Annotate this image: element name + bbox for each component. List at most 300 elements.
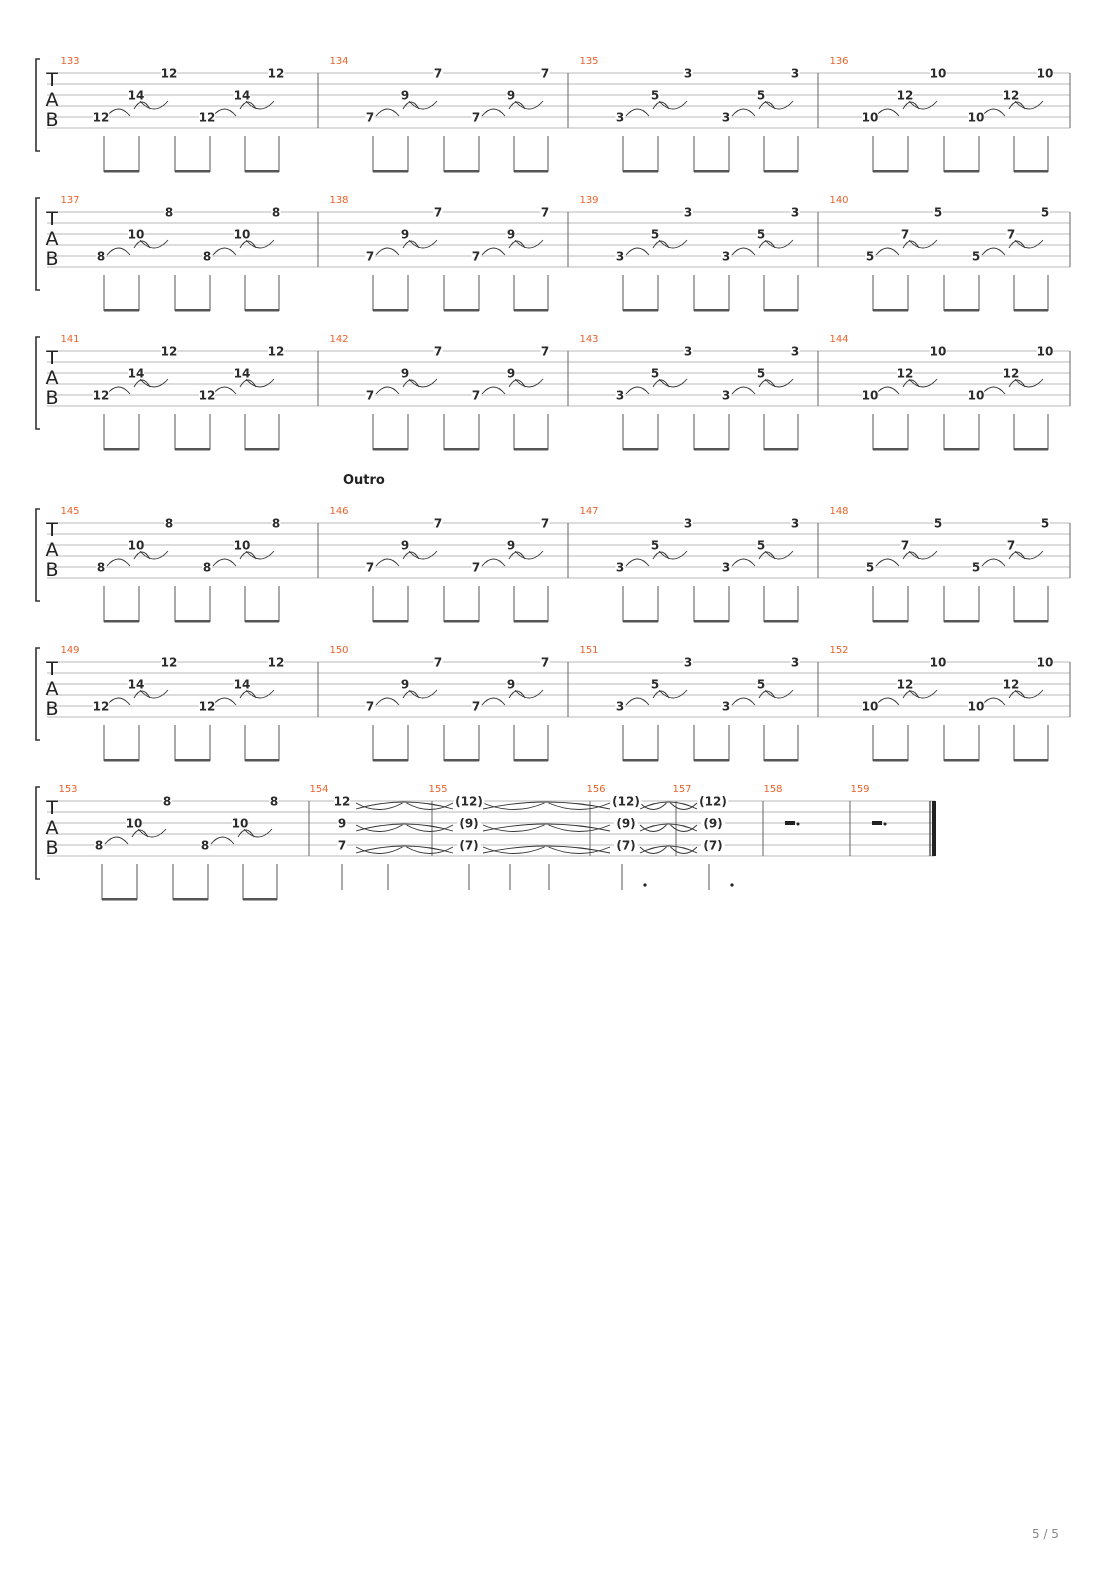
fret-number: 5	[971, 249, 981, 264]
fret-number: 7	[433, 516, 443, 531]
fret-number: 3	[683, 344, 693, 359]
fret-number: 10	[967, 699, 985, 714]
note-beam	[175, 170, 210, 173]
fret-number: (9)	[703, 816, 723, 831]
fret-number: 9	[400, 538, 410, 553]
fret-number: 7	[433, 344, 443, 359]
slur	[376, 559, 399, 566]
note-beam	[1014, 309, 1048, 312]
tab-clef-letter: B	[45, 698, 59, 720]
note-beam	[944, 620, 979, 623]
slur	[376, 109, 399, 116]
measure-number: 157	[672, 784, 692, 795]
fret-number: 3	[790, 655, 800, 670]
section-label-outro: Outro	[343, 473, 385, 488]
fret-number: 3	[721, 560, 731, 575]
fret-number: 3	[683, 655, 693, 670]
fret-number: 3	[615, 249, 625, 264]
fret-number: 3	[790, 516, 800, 531]
note-beam	[373, 759, 408, 762]
tab-clef-letter: T	[46, 69, 58, 91]
slur	[105, 837, 128, 844]
fret-number: 12	[267, 344, 285, 359]
fret-number: 9	[400, 88, 410, 103]
slur	[482, 698, 505, 705]
measure-number: 133	[60, 56, 80, 67]
note-beam	[444, 759, 479, 762]
fret-number: 10	[125, 816, 143, 831]
measure-number: 152	[829, 645, 849, 656]
tab-clef-letter: T	[46, 519, 58, 541]
measure-number: 139	[579, 195, 599, 206]
note-beam	[764, 448, 798, 451]
fret-number: (7)	[459, 838, 479, 853]
fret-number: 8	[164, 516, 174, 531]
fret-number: 12	[160, 66, 178, 81]
fret-number: 10	[967, 110, 985, 125]
fret-number: 12	[198, 110, 216, 125]
note-beam	[514, 448, 548, 451]
fret-number: (12)	[699, 794, 727, 809]
note-beam	[245, 759, 279, 762]
slur	[107, 248, 130, 255]
fret-number: 3	[683, 66, 693, 81]
system-bracket	[36, 59, 40, 151]
note-beam	[514, 309, 548, 312]
slur	[376, 698, 399, 705]
measure-number: 156	[586, 784, 606, 795]
slur	[876, 248, 899, 255]
fret-number: 7	[540, 655, 550, 670]
fret-number: 9	[400, 366, 410, 381]
system-bracket	[36, 198, 40, 290]
note-beam	[245, 448, 279, 451]
slur	[732, 698, 755, 705]
measure-number: 158	[763, 784, 783, 795]
note-beam	[694, 170, 729, 173]
note-beam	[1014, 620, 1048, 623]
fret-number: 10	[861, 388, 879, 403]
fret-number: 9	[506, 677, 516, 692]
note-beam	[1014, 170, 1048, 173]
tab-clef-letter: A	[45, 817, 59, 839]
note-beam	[873, 309, 908, 312]
fret-number: (7)	[703, 838, 723, 853]
note-beam	[514, 170, 548, 173]
slur	[732, 109, 755, 116]
final-barline-thick	[932, 801, 936, 856]
fret-number: 5	[650, 677, 660, 692]
measure-number: 153	[58, 784, 78, 795]
note-beam	[944, 309, 979, 312]
fret-number: 7	[433, 205, 443, 220]
note-beam	[373, 620, 408, 623]
fret-number: 3	[615, 699, 625, 714]
fret-number: 10	[861, 699, 879, 714]
fret-number: 10	[1036, 655, 1054, 670]
fret-number: 5	[650, 227, 660, 242]
fret-number: 7	[540, 205, 550, 220]
tie	[356, 824, 453, 831]
fret-number: 10	[233, 538, 251, 553]
note-beam	[764, 759, 798, 762]
slur	[732, 559, 755, 566]
tab-system	[36, 56, 1070, 173]
fret-number: 8	[202, 249, 212, 264]
fret-number: 3	[615, 388, 625, 403]
fret-number: 5	[756, 366, 766, 381]
fret-number: 12	[896, 677, 914, 692]
measure-number: 138	[329, 195, 349, 206]
fret-number: 3	[721, 110, 731, 125]
system-bracket	[36, 787, 40, 879]
rest-dot	[884, 823, 887, 826]
note-beam	[623, 170, 658, 173]
slur	[982, 109, 1005, 116]
system-bracket	[36, 337, 40, 429]
fret-number: 9	[337, 816, 347, 831]
tab-clef-letter: T	[46, 797, 58, 819]
slur	[376, 387, 399, 394]
fret-number: 12	[160, 655, 178, 670]
fret-number: 5	[756, 538, 766, 553]
measure-number: 136	[829, 56, 849, 67]
tab-clef-letter: A	[45, 367, 59, 389]
note-beam	[175, 309, 210, 312]
slur	[482, 387, 505, 394]
fret-number: 5	[971, 560, 981, 575]
measure-number: 143	[579, 334, 599, 345]
fret-number: 12	[198, 699, 216, 714]
tab-system	[36, 195, 1070, 312]
fret-number: 5	[933, 516, 943, 531]
measure-number: 150	[329, 645, 349, 656]
rest-dot	[797, 823, 800, 826]
fret-number: 3	[615, 110, 625, 125]
fret-number: 5	[650, 88, 660, 103]
slur	[213, 698, 236, 705]
fret-number: 7	[433, 655, 443, 670]
slur	[213, 559, 236, 566]
fret-number: 12	[267, 655, 285, 670]
measure-number: 134	[329, 56, 349, 67]
tab-clef-letter: B	[45, 837, 59, 859]
tab-system-final	[36, 784, 936, 901]
fret-number: 7	[471, 699, 481, 714]
note-beam	[694, 448, 729, 451]
slur	[732, 248, 755, 255]
fret-number: (7)	[616, 838, 636, 853]
fret-number: 9	[400, 227, 410, 242]
measure-number: 151	[579, 645, 599, 656]
fret-number: 3	[721, 388, 731, 403]
measure-number: 137	[60, 195, 80, 206]
tie	[640, 802, 697, 809]
fret-number: 3	[790, 344, 800, 359]
note-beam	[944, 170, 979, 173]
measure-number: 141	[60, 334, 80, 345]
slur	[626, 387, 649, 394]
fret-number: 10	[967, 388, 985, 403]
note-beam	[444, 448, 479, 451]
tab-clef-letter: B	[45, 559, 59, 581]
slur	[626, 248, 649, 255]
measure-number: 155	[428, 784, 448, 795]
fret-number: 3	[683, 205, 693, 220]
fret-number: 3	[790, 205, 800, 220]
note-beam	[104, 309, 139, 312]
note-beam	[873, 170, 908, 173]
fret-number: 5	[865, 249, 875, 264]
tab-clef-letter: A	[45, 539, 59, 561]
slur	[107, 109, 130, 116]
fret-number: 7	[337, 838, 347, 853]
fret-number: 7	[540, 344, 550, 359]
system-bracket	[36, 648, 40, 740]
fret-number: 14	[127, 677, 145, 692]
note-beam	[104, 620, 139, 623]
fret-number: 7	[1006, 538, 1016, 553]
measure-number: 154	[309, 784, 329, 795]
fret-number: 5	[1040, 516, 1050, 531]
tab-clef-letter: B	[45, 387, 59, 409]
fret-number: 10	[127, 538, 145, 553]
note-beam	[623, 620, 658, 623]
fret-number: 7	[365, 110, 375, 125]
fret-number: 7	[900, 227, 910, 242]
note-beam	[1014, 448, 1048, 451]
note-beam	[623, 309, 658, 312]
slur	[732, 387, 755, 394]
fret-number: 10	[861, 110, 879, 125]
note-beam	[175, 620, 210, 623]
fret-number: 7	[540, 66, 550, 81]
note-beam	[245, 309, 279, 312]
fret-number: 3	[721, 249, 731, 264]
tab-clef-letter: B	[45, 248, 59, 270]
fret-number: 3	[615, 560, 625, 575]
fret-number: 5	[756, 88, 766, 103]
slur	[982, 387, 1005, 394]
fret-number: 9	[506, 538, 516, 553]
note-beam	[514, 759, 548, 762]
note-beam	[514, 620, 548, 623]
tie	[356, 802, 453, 809]
fret-number: 7	[900, 538, 910, 553]
note-beam	[764, 170, 798, 173]
note-beam	[444, 309, 479, 312]
tab-system	[36, 645, 1070, 762]
measure-number: 140	[829, 195, 849, 206]
fret-number: 7	[471, 110, 481, 125]
slur	[107, 559, 130, 566]
fret-number: 10	[1036, 66, 1054, 81]
note-beam	[104, 170, 139, 173]
note-beam	[243, 898, 277, 901]
fret-number: 8	[96, 249, 106, 264]
note-beam	[373, 170, 408, 173]
fret-number: 8	[271, 205, 281, 220]
fret-number: 12	[267, 66, 285, 81]
fret-number: 5	[756, 677, 766, 692]
rest	[785, 821, 795, 825]
tie	[640, 824, 697, 831]
measure-number: 149	[60, 645, 80, 656]
measure-number: 146	[329, 506, 349, 517]
fret-number: 8	[96, 560, 106, 575]
fret-number: 12	[198, 388, 216, 403]
fret-number: 14	[233, 677, 251, 692]
fret-number: 10	[929, 66, 947, 81]
fret-number: 12	[1002, 677, 1020, 692]
fret-number: (12)	[612, 794, 640, 809]
note-beam	[444, 620, 479, 623]
fret-number: 8	[94, 838, 104, 853]
slur	[626, 698, 649, 705]
fret-number: 5	[650, 538, 660, 553]
tie	[356, 846, 453, 853]
page-number: 5 / 5	[1032, 1527, 1059, 1541]
fret-number: 10	[233, 227, 251, 242]
tab-clef-letter: A	[45, 89, 59, 111]
fret-number: 7	[471, 560, 481, 575]
fret-number: 12	[1002, 366, 1020, 381]
note-beam	[175, 448, 210, 451]
fret-number: 5	[933, 205, 943, 220]
note-beam	[623, 448, 658, 451]
fret-number: 10	[231, 816, 249, 831]
fret-number: 9	[400, 677, 410, 692]
fret-number: 8	[269, 794, 279, 809]
tab-clef-letter: A	[45, 678, 59, 700]
fret-number: (9)	[459, 816, 479, 831]
note-beam	[764, 620, 798, 623]
note-beam	[373, 448, 408, 451]
fret-number: 12	[1002, 88, 1020, 103]
slur	[982, 248, 1005, 255]
note-beam	[102, 898, 137, 901]
note-beam	[1014, 759, 1048, 762]
fret-number: 14	[127, 366, 145, 381]
fret-number: 9	[506, 366, 516, 381]
note-beam	[694, 759, 729, 762]
fret-number: 10	[929, 344, 947, 359]
fret-number: (12)	[455, 794, 483, 809]
slur	[626, 559, 649, 566]
fret-number: 12	[896, 88, 914, 103]
fret-number: 7	[433, 66, 443, 81]
fret-number: 3	[683, 516, 693, 531]
note-beam	[104, 759, 139, 762]
fret-number: 9	[506, 227, 516, 242]
note-beam	[373, 309, 408, 312]
fret-number: 12	[333, 794, 351, 809]
note-beam	[623, 759, 658, 762]
fret-number: 7	[471, 388, 481, 403]
note-beam	[944, 759, 979, 762]
fret-number: 12	[92, 699, 110, 714]
tab-clef-letter: A	[45, 228, 59, 250]
slur	[982, 559, 1005, 566]
fret-number: 12	[92, 388, 110, 403]
note-beam	[444, 170, 479, 173]
slur	[213, 248, 236, 255]
note-beam	[245, 170, 279, 173]
fret-number: 8	[164, 205, 174, 220]
fret-number: 7	[365, 388, 375, 403]
fret-number: 12	[160, 344, 178, 359]
fret-number: 7	[365, 699, 375, 714]
tab-clef-letter: B	[45, 109, 59, 131]
fret-number: 5	[756, 227, 766, 242]
fret-number: 7	[540, 516, 550, 531]
slur	[211, 837, 234, 844]
fret-number: 3	[790, 66, 800, 81]
note-beam	[694, 309, 729, 312]
fret-number: 8	[271, 516, 281, 531]
note-beam	[175, 759, 210, 762]
slur	[876, 559, 899, 566]
slur	[982, 698, 1005, 705]
tab-system	[36, 334, 1070, 451]
slur	[482, 109, 505, 116]
fret-number: 3	[721, 699, 731, 714]
tab-clef-letter: T	[46, 347, 58, 369]
fret-number: 5	[865, 560, 875, 575]
fret-number: 10	[929, 655, 947, 670]
fret-number: 12	[896, 366, 914, 381]
fret-number: 7	[1006, 227, 1016, 242]
note-beam	[873, 759, 908, 762]
measure-number: 145	[60, 506, 80, 517]
note-beam	[245, 620, 279, 623]
measure-number: 144	[829, 334, 849, 345]
slur	[213, 109, 236, 116]
slur	[876, 698, 899, 705]
note-beam	[104, 448, 139, 451]
slur	[626, 109, 649, 116]
fret-number: 10	[127, 227, 145, 242]
fret-number: 7	[471, 249, 481, 264]
fret-number: 5	[1040, 205, 1050, 220]
fret-number: 14	[233, 88, 251, 103]
fret-number: (9)	[616, 816, 636, 831]
fret-number: 7	[365, 249, 375, 264]
fret-number: 8	[162, 794, 172, 809]
dot	[643, 883, 646, 886]
measure-number: 142	[329, 334, 349, 345]
measure-number: 159	[850, 784, 870, 795]
slur	[876, 387, 899, 394]
fret-number: 8	[202, 560, 212, 575]
slur	[213, 387, 236, 394]
note-beam	[873, 448, 908, 451]
fret-number: 14	[233, 366, 251, 381]
fret-number: 14	[127, 88, 145, 103]
fret-number: 7	[365, 560, 375, 575]
measure-number: 148	[829, 506, 849, 517]
tie	[483, 846, 610, 853]
note-beam	[944, 448, 979, 451]
note-beam	[173, 898, 208, 901]
fret-number: 5	[650, 366, 660, 381]
tab-clef-letter: T	[46, 658, 58, 680]
measure-number: 135	[579, 56, 599, 67]
fret-number: 9	[506, 88, 516, 103]
note-beam	[873, 620, 908, 623]
tie	[483, 802, 610, 809]
tab-system	[36, 473, 1070, 623]
